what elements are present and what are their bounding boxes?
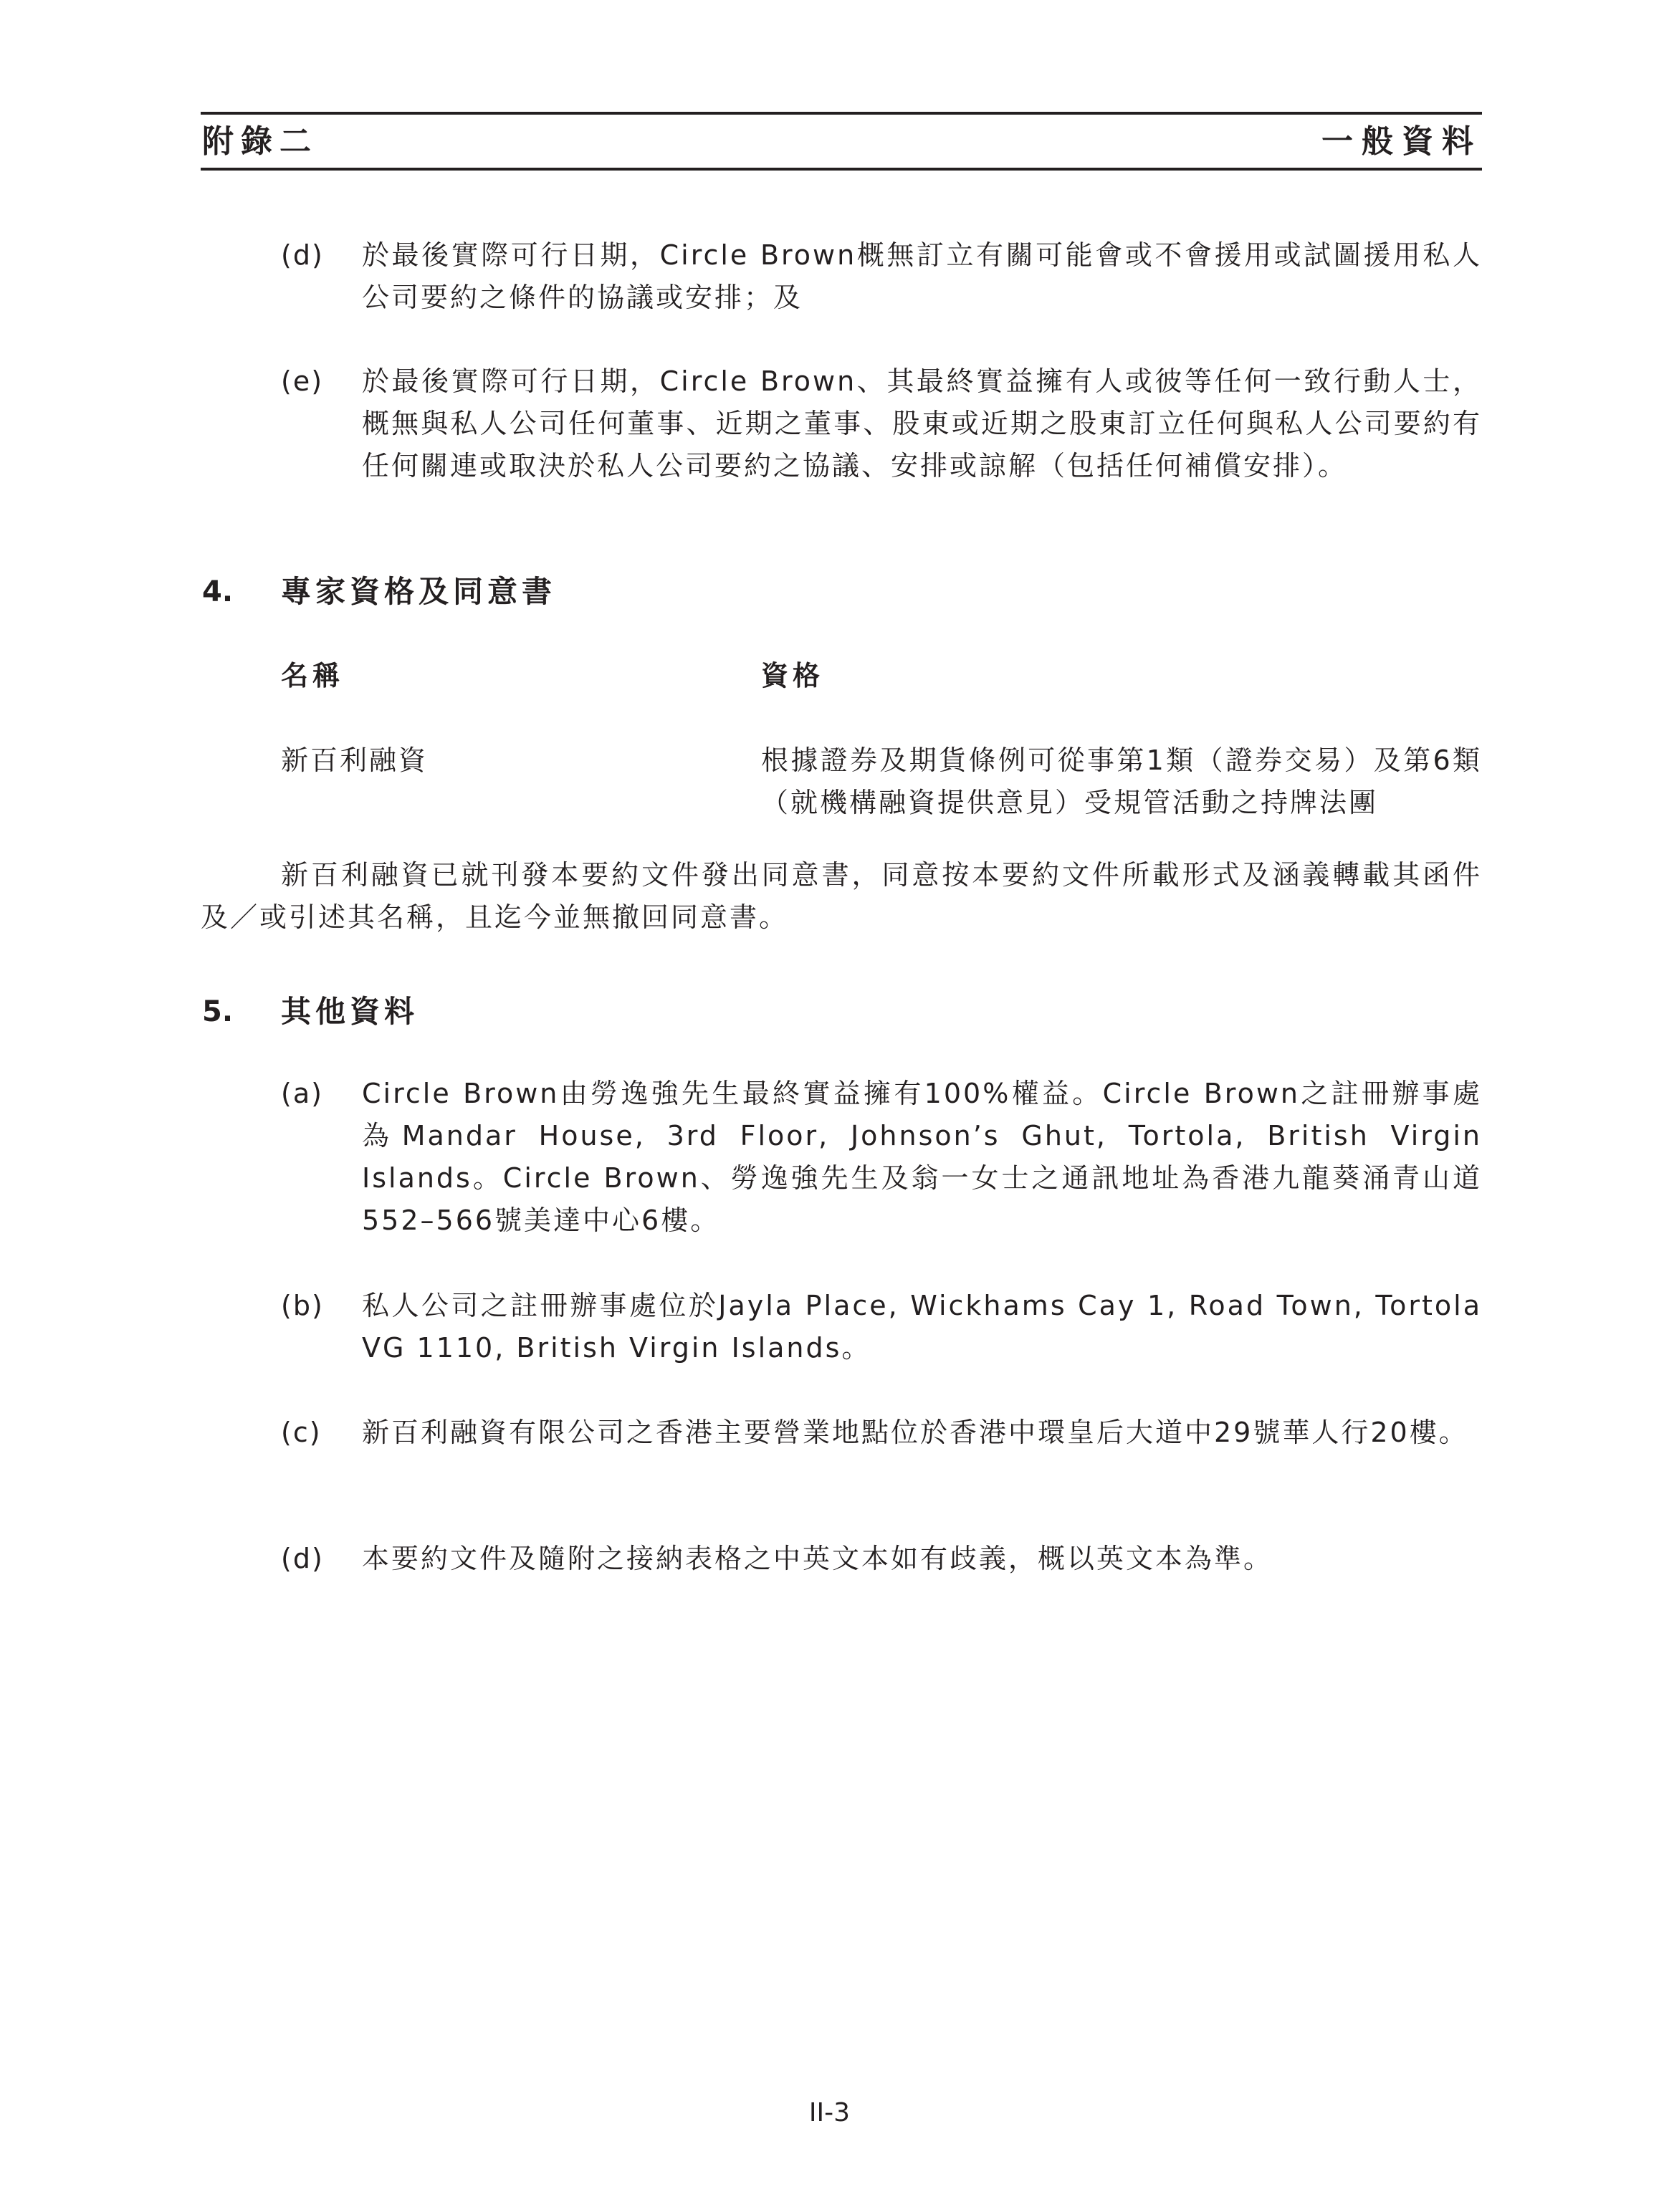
header-section-title: 一般資料 xyxy=(1321,123,1482,160)
item-label: (d) xyxy=(281,1543,324,1574)
table-header-name: 名稱 xyxy=(281,660,345,691)
item-text: 本要約文件及隨附之接納表格之中英文本如有歧義，概以英文本為準。 xyxy=(362,1543,1273,1574)
table-header-qualification: 資格 xyxy=(761,660,825,691)
item-label: (b) xyxy=(281,1290,324,1321)
item-text: Circle Brown由勞逸強先生最終實益擁有100%權益。Circle Brown之註冊辦事處為Mandar House, 3rd Floor, Johnson’s Ghut, Tortola, British Virgin Islands。Circle Brown、勞逸強先生及翁一女士之通訊地址為香港九龍葵涌青山道552–566號美達中心6樓。 xyxy=(362,1078,1482,1236)
item-text: 新百利融資有限公司之香港主要營業地點位於香港中環皇后大道中29號華人行20樓。 xyxy=(362,1417,1468,1448)
section-number: 4. xyxy=(202,575,234,608)
item-label: (a) xyxy=(281,1078,323,1109)
table-cell-qualification: 根據證券及期貨條例可從事第1類（證券交易）及第6類（就機構融資提供意見）受規管活動之持牌法團 xyxy=(761,744,1482,818)
header-top-rule xyxy=(201,112,1482,115)
section-title: 專家資格及同意書 xyxy=(281,574,557,609)
section-number: 5. xyxy=(202,995,234,1028)
item-label: (c) xyxy=(281,1417,322,1448)
section-title: 其他資料 xyxy=(281,994,419,1029)
header-appendix-label: 附錄二 xyxy=(202,123,318,160)
item-text: 於最後實際可行日期，Circle Brown、其最終實益擁有人或彼等任何一致行動人士，概無與私人公司任何董事、近期之董事、股東或近期之股東訂立任何與私人公司要約有任何關連或取決於私人公司要約之協議、安排或諒解（包括任何補償安排）。 xyxy=(362,365,1482,482)
page-number: II-3 xyxy=(808,2098,851,2127)
item-text: 私人公司之註冊辦事處位於Jayla Place, Wickhams Cay 1, Road Town, Tortola VG 1110, British Virgin Islands。 xyxy=(362,1290,1482,1364)
header-bottom-rule xyxy=(201,168,1482,171)
item-label: (e) xyxy=(281,365,324,397)
table-cell-name: 新百利融資 xyxy=(281,744,429,776)
consent-paragraph: 新百利融資已就刊發本要約文件發出同意書，同意按本要約文件所載形式及涵義轉載其函件及／或引述其名稱，且迄今並無撤回同意書。 xyxy=(201,859,1482,933)
item-text: 於最後實際可行日期，Circle Brown概無訂立有關可能會或不會援用或試圖援用私人公司要約之條件的協議或安排；及 xyxy=(362,239,1482,313)
item-label: (d) xyxy=(281,239,324,271)
